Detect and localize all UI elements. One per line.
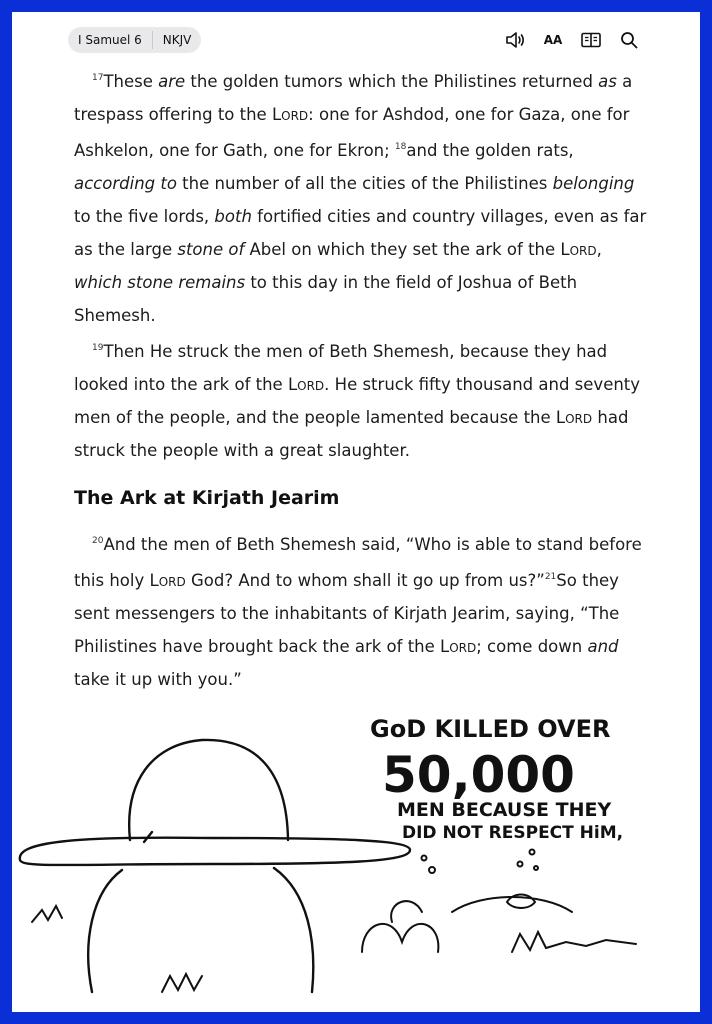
- verse-text: stone of: [177, 240, 245, 259]
- verse-text: which stone remains: [74, 273, 246, 292]
- verse-text: . He struck fifty thousand and seventy men of the people, and the people lamented because the: [74, 375, 641, 427]
- verse-text: God? And to whom shall it go up from us?”: [185, 571, 545, 590]
- lord-smallcaps: Lord: [287, 375, 325, 394]
- verse-text: Then He struck the men of Beth Shemesh, because they had looked into the ark of the: [74, 342, 608, 394]
- verse-number: 19: [92, 343, 104, 353]
- paragraph-v20-21: [74, 525, 649, 696]
- verse-text: These: [103, 72, 159, 91]
- verse-text: : one for Ashdod, one for Gaza, one for Ashkelon, one for Gath, one for Ekron;: [74, 105, 630, 160]
- lord-smallcaps: Lord: [560, 240, 597, 259]
- verse-text: and: [587, 637, 619, 656]
- reader-page: [12, 12, 700, 1012]
- verse-number: 20: [92, 536, 104, 546]
- verse-text: And the men of Beth Shemesh said, “Who is able to stand before this holy: [74, 535, 642, 590]
- verse-text: Abel on which they set the ark of the: [244, 240, 561, 259]
- verse-number: 21: [544, 572, 557, 582]
- reference-pill: [68, 27, 201, 53]
- verse-text: and the golden rats,: [406, 141, 574, 160]
- verse-text: according to: [74, 174, 177, 193]
- toolbar: [12, 12, 700, 68]
- toolbar-icons: [504, 29, 640, 51]
- cartoon-caption-line1: GoD KILLED OVER: [370, 715, 611, 743]
- verse-text: fortified cities and country villages, even as far as the large: [74, 207, 647, 259]
- man-with-hat-drawing: [20, 740, 410, 992]
- verse-text: the golden tumors which the Philistines returned: [185, 72, 599, 91]
- cartoon-caption-line2: 50,000: [382, 746, 575, 804]
- lord-smallcaps: Lord: [555, 408, 593, 427]
- font-size-icon[interactable]: AA: [543, 33, 563, 47]
- verse-text: the number of all the cities of the Philistines: [176, 174, 553, 193]
- search-icon[interactable]: [618, 29, 640, 51]
- verse-text: take it up with you.”: [74, 670, 242, 689]
- lord-smallcaps: Lord: [149, 571, 186, 590]
- verse-text: both: [214, 207, 252, 226]
- lord-smallcaps: Lord: [271, 105, 309, 124]
- cartoon-illustration: [12, 692, 700, 1012]
- verse-text: ; come down: [476, 637, 588, 656]
- reader-icon[interactable]: [580, 29, 602, 51]
- cartoon-caption-line4: DID NOT RESPECT HiM,: [402, 823, 624, 843]
- verse-text: as: [598, 72, 617, 91]
- verse-text: to this day in the field of Joshua of Beth Shemesh.: [74, 273, 578, 325]
- version-button[interactable]: NKJV: [162, 33, 192, 47]
- verse-text: belonging: [552, 174, 635, 193]
- verse-text: had struck the people with a great slaughter.: [74, 408, 629, 460]
- paragraph-v17-18: [74, 62, 649, 332]
- verse-text: a trespass offering to the: [74, 72, 633, 124]
- verse-text: So they sent messengers to the inhabitants of Kirjath Jearim, saying, “The Philistines have brought back the ark of the: [74, 571, 620, 656]
- lord-smallcaps: Lord: [440, 637, 477, 656]
- section-heading: The Ark at Kirjath Jearim: [74, 487, 340, 509]
- speaker-icon[interactable]: [504, 29, 526, 51]
- book-chapter-button[interactable]: I Samuel 6: [78, 33, 142, 47]
- verse-number: 17: [92, 73, 104, 83]
- verse-text: ,: [596, 240, 602, 259]
- verse-text: are: [158, 72, 186, 91]
- paragraph-v19: [74, 332, 649, 467]
- cartoon-caption-line3: MEN BECAUSE THEY: [397, 799, 612, 821]
- scripture-text: [74, 62, 649, 696]
- verse-text: to the five lords,: [74, 207, 215, 226]
- verse-number: 18: [394, 142, 407, 152]
